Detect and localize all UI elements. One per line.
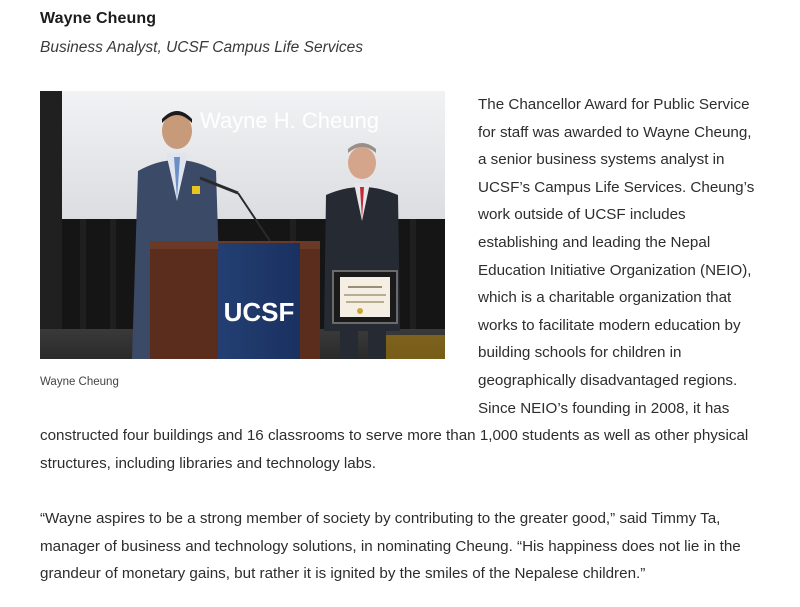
profile-name: Wayne Cheung xyxy=(40,10,157,27)
photo-caption: Wayne Cheung xyxy=(40,376,119,388)
profile-title: Business Analyst, UCSF Campus Life Services xyxy=(40,39,364,56)
article-paragraph-2: “Wayne aspires to be a strong member of society by contributing to the greater good,” said Timmy Ta, manager of business and technology solutions, in nominating Cheung. “His happiness does not lie in the grandeur of monetary gains, but rather it is ignited by the smiles of the Nepalese children.” xyxy=(40,510,741,583)
photo-float-spacer xyxy=(40,91,478,416)
podium-logo: UCSF xyxy=(223,297,295,327)
article-paragraph-1 xyxy=(40,91,760,477)
paragraph-1-text: The Chancellor Award for Public Service for staff was awarded to Wayne Cheung, a senior business systems analyst in UCSF’s Campus Life Services. Cheung’s work outside of UCSF includes establishing and leading the Nepal Education Initiative Organization (NEIO), which is a charitable organization that works to facilitate modern education by building schools for children in geographically disadvantaged regions. Since NEIO’s founding in 2008, it has constructed four buildings and 16 classrooms to serve more than 1,000 students as well as other physical structures, including libraries and technology labs. xyxy=(40,96,755,472)
screen-text: Wayne H. Cheung xyxy=(200,108,379,133)
